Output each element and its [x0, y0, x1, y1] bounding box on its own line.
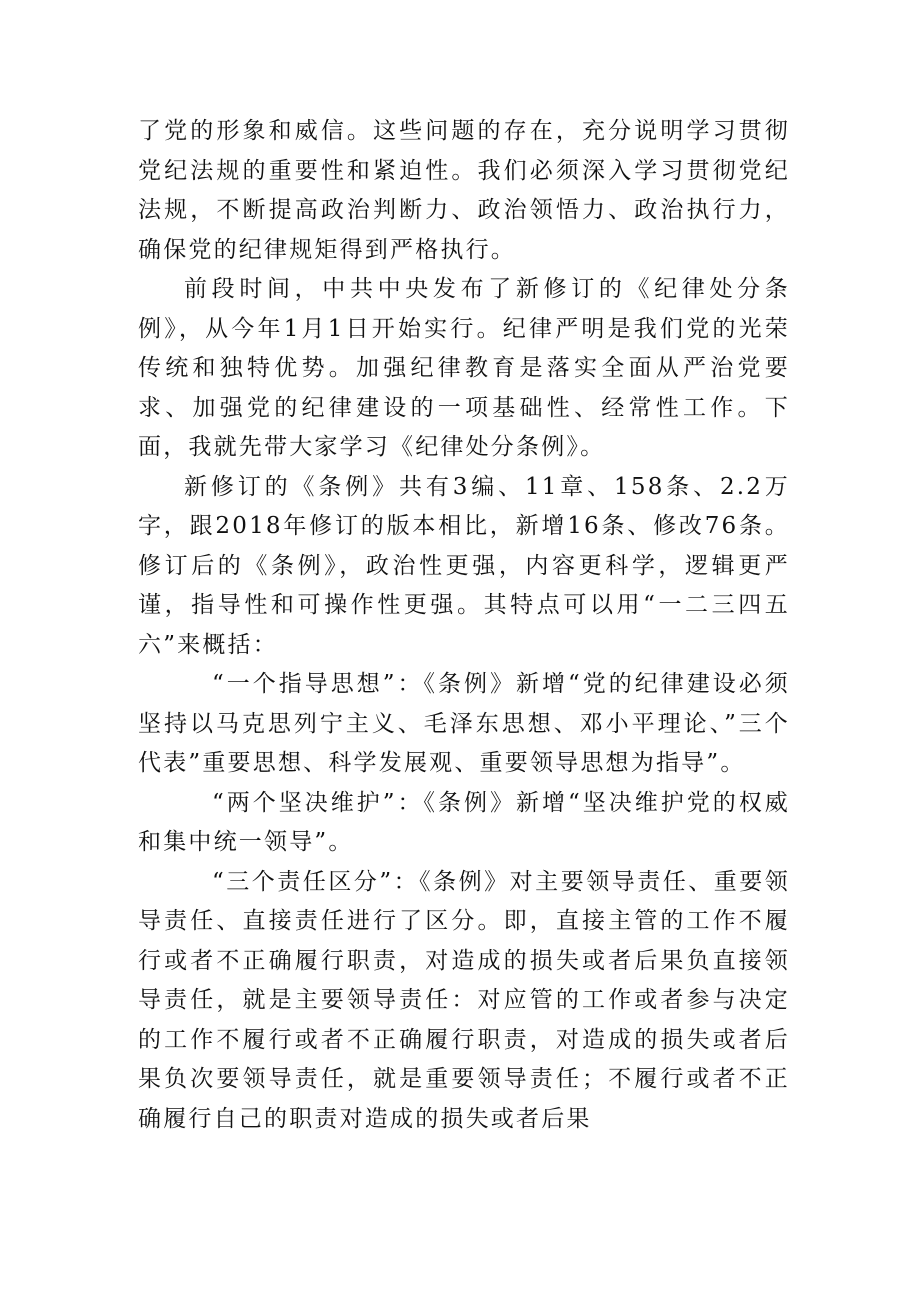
paragraph-regulation-overview: 新修订的《条例》共有3编、11章、158条、2.2万字，跟2018年修订的版本相比，新增16条、修改76条。修订后的《条例》，政治性更强，内容更科学，逻辑更严谨，指导性和可操作性更强。其特点可以用“一二三四五六”来概括： [138, 473, 790, 658]
paragraph-continuation: 了党的形象和威信。这些问题的存在，充分说明学习贯彻党纪法规的重要性和紧迫性。我们必须深入学习贯彻党纪法规，不断提高政治判断力、政治领悟力、政治执行力，确保党的纪律规矩得到严格执行。 [138, 118, 790, 263]
paragraph-guiding-thought: “一个指导思想”：《条例》新增“党的纪律建设必须坚持以马克思列宁主义、毛泽东思想、邓小平理论、”三个代表”重要思想、科学发展观、重要领导思想为指导”。 [138, 671, 790, 776]
document-body [138, 112, 790, 1139]
paragraph-three-responsibilities: “三个责任区分”：《条例》对主要领导责任、重要领导责任、直接责任进行了区分。即，直接主管的工作不履行或者不正确履行职责，对造成的损失或者后果负直接领导责任，就是主要领导责任：对应管的工作或者参与决定的工作不履行或者不正确履行职责，对造成的损失或者后果负次要领导责任，就是重要领导责任；不履行或者不正确履行自己的职责对造成的损失或者后果 [138, 868, 790, 1132]
paragraph-regulation-intro: 前段时间，中共中央发布了新修订的《纪律处分条例》，从今年1月1日开始实行。纪律严明是我们党的光荣传统和独特优势。加强纪律教育是落实全面从严治党要求、加强党的纪律建设的一项基础性、经常性工作。下面，我就先带大家学习《纪律处分条例》。 [138, 276, 790, 460]
paragraph-two-safeguards: “两个坚决维护”：《条例》新增“坚决维护党的权威和集中统一领导”。 [138, 789, 790, 855]
